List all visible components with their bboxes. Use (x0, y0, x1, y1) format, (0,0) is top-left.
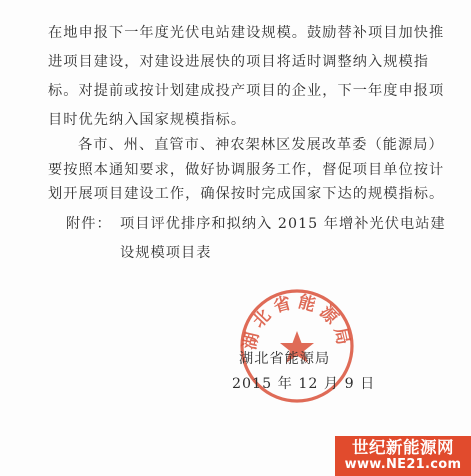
watermark-url: www.NE21.com (344, 457, 462, 472)
paragraph-1-line-1: 在地申报下一年度光伏电站建设规模。鼓励替补项目加快推 (48, 25, 445, 41)
paragraph-2-line-2: 要按照本通知要求，做好协调服务工作，督促项目单位按计 (48, 162, 445, 178)
paragraph-2-line-1: 各市、州、直管市、神农架林区发展改革委（能源局） (78, 137, 444, 153)
issue-date: 2015 年 12 月 9 日 (232, 376, 376, 392)
watermark-site-name: 世纪新能源网 (352, 438, 454, 457)
attachment-text: 项目评优排序和拟纳入 2015 年增补光伏电站建设规模项目表 (120, 216, 446, 261)
seal-text: 湖北省能源局 (239, 292, 355, 352)
site-watermark-logo (335, 436, 471, 476)
issuer-name: 湖北省能源局 (239, 351, 331, 367)
paragraph-1-line-3: 标。对提前或按计划建成投产项目的企业，下一年度申报项 (48, 83, 445, 99)
paragraph-1-line-4: 目时优先纳入国家规模指标。 (48, 112, 247, 128)
attachment-label: 附件： (66, 216, 112, 232)
paragraph-2-line-3: 划开展项目建设工作，确保按时完成国家下达的规模指标。 (48, 186, 445, 202)
paragraph-1-line-2: 进项目建设，对建设进展快的项目将适时调整纳入规模指 (48, 54, 429, 70)
